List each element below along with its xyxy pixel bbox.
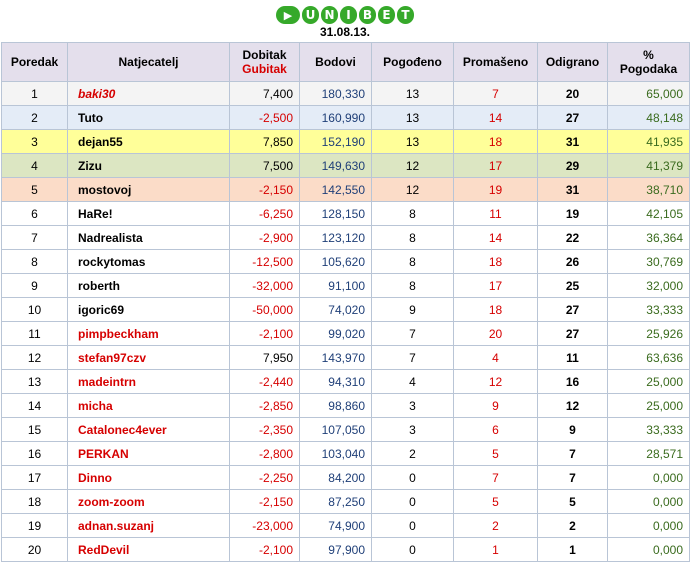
- cell-rank: 3: [2, 130, 68, 154]
- cell-contestant: mostovoj: [68, 178, 230, 202]
- cell-points: 74,900: [300, 514, 372, 538]
- cell-misses: 17: [454, 154, 538, 178]
- cell-contestant: Zizu: [68, 154, 230, 178]
- cell-profit: -23,000: [230, 514, 300, 538]
- cell-misses: 12: [454, 370, 538, 394]
- cell-rank: 16: [2, 442, 68, 466]
- cell-hit-percentage: 0,000: [608, 514, 690, 538]
- cell-rank: 9: [2, 274, 68, 298]
- col-header-profit-bottom: Gubitak: [242, 62, 287, 76]
- cell-hits: 7: [372, 346, 454, 370]
- cell-played: 31: [538, 178, 608, 202]
- cell-played: 25: [538, 274, 608, 298]
- cell-profit: -2,500: [230, 106, 300, 130]
- cell-played: 27: [538, 298, 608, 322]
- cell-hit-percentage: 25,000: [608, 394, 690, 418]
- cell-played: 2: [538, 514, 608, 538]
- cell-rank: 8: [2, 250, 68, 274]
- cell-points: 84,200: [300, 466, 372, 490]
- cell-misses: 2: [454, 514, 538, 538]
- cell-misses: 19: [454, 178, 538, 202]
- cell-misses: 11: [454, 202, 538, 226]
- cell-points: 99,020: [300, 322, 372, 346]
- cell-contestant: RedDevil: [68, 538, 230, 562]
- cell-points: 107,050: [300, 418, 372, 442]
- cell-profit: -2,150: [230, 490, 300, 514]
- cell-profit: -50,000: [230, 298, 300, 322]
- table-row: [2, 298, 690, 322]
- cell-misses: 4: [454, 346, 538, 370]
- table-row: [2, 442, 690, 466]
- cell-hits: 0: [372, 538, 454, 562]
- cell-hits: 7: [372, 322, 454, 346]
- cell-misses: 5: [454, 490, 538, 514]
- table-row: [2, 370, 690, 394]
- table-row: [2, 394, 690, 418]
- col-header-played: Odigrano: [538, 43, 608, 82]
- cell-hits: 12: [372, 178, 454, 202]
- cell-hit-percentage: 0,000: [608, 466, 690, 490]
- cell-misses: 18: [454, 130, 538, 154]
- cell-hits: 8: [372, 274, 454, 298]
- table-row: [2, 274, 690, 298]
- table-row: [2, 106, 690, 130]
- cell-misses: 7: [454, 82, 538, 106]
- table-row: [2, 346, 690, 370]
- cell-points: 97,900: [300, 538, 372, 562]
- cell-hit-percentage: 25,926: [608, 322, 690, 346]
- logo-letter: I: [340, 6, 357, 24]
- cell-points: 152,190: [300, 130, 372, 154]
- cell-hit-percentage: 65,000: [608, 82, 690, 106]
- cell-points: 74,020: [300, 298, 372, 322]
- cell-played: 7: [538, 442, 608, 466]
- cell-contestant: Nadrealista: [68, 226, 230, 250]
- cell-contestant: micha: [68, 394, 230, 418]
- cell-points: 143,970: [300, 346, 372, 370]
- cell-contestant: roberth: [68, 274, 230, 298]
- col-header-pct-bottom: Pogodaka: [619, 62, 678, 76]
- page-header: [0, 0, 690, 42]
- cell-contestant: PERKAN: [68, 442, 230, 466]
- cell-points: 180,330: [300, 82, 372, 106]
- col-header-pct-top: %: [643, 48, 654, 62]
- cell-contestant: pimpbeckham: [68, 322, 230, 346]
- cell-played: 27: [538, 322, 608, 346]
- cell-misses: 14: [454, 226, 538, 250]
- unibet-logo: [0, 5, 690, 25]
- cell-contestant: HaRe!: [68, 202, 230, 226]
- table-row: [2, 154, 690, 178]
- cell-played: 29: [538, 154, 608, 178]
- table-row: [2, 322, 690, 346]
- cell-profit: -2,250: [230, 466, 300, 490]
- table-row: [2, 226, 690, 250]
- cell-hit-percentage: 41,379: [608, 154, 690, 178]
- cell-profit: -2,900: [230, 226, 300, 250]
- col-header-hit: Pogođeno: [372, 43, 454, 82]
- cell-hit-percentage: 0,000: [608, 490, 690, 514]
- cell-misses: 9: [454, 394, 538, 418]
- cell-profit: -2,800: [230, 442, 300, 466]
- col-header-miss: Promašeno: [454, 43, 538, 82]
- cell-contestant: stefan97czv: [68, 346, 230, 370]
- cell-points: 123,120: [300, 226, 372, 250]
- cell-hit-percentage: 48,148: [608, 106, 690, 130]
- cell-hits: 13: [372, 82, 454, 106]
- col-header-pct: [608, 43, 690, 82]
- cell-misses: 1: [454, 538, 538, 562]
- cell-hits: 3: [372, 418, 454, 442]
- cell-misses: 18: [454, 298, 538, 322]
- cell-hit-percentage: 41,935: [608, 130, 690, 154]
- cell-rank: 10: [2, 298, 68, 322]
- cell-profit: -2,150: [230, 178, 300, 202]
- cell-played: 31: [538, 130, 608, 154]
- logo-letter: E: [378, 6, 395, 24]
- cell-contestant: zoom-zoom: [68, 490, 230, 514]
- cell-hit-percentage: 33,333: [608, 418, 690, 442]
- cell-played: 12: [538, 394, 608, 418]
- cell-hit-percentage: 32,000: [608, 274, 690, 298]
- cell-played: 20: [538, 82, 608, 106]
- cell-profit: -6,250: [230, 202, 300, 226]
- table-row: [2, 202, 690, 226]
- cell-profit: -12,500: [230, 250, 300, 274]
- cell-misses: 20: [454, 322, 538, 346]
- cell-misses: 18: [454, 250, 538, 274]
- cell-hit-percentage: 38,710: [608, 178, 690, 202]
- cell-points: 87,250: [300, 490, 372, 514]
- cell-rank: 5: [2, 178, 68, 202]
- col-header-profit-top: Dobitak: [242, 48, 287, 62]
- col-header-rank: Poredak: [2, 43, 68, 82]
- cell-profit: -2,850: [230, 394, 300, 418]
- cell-contestant: adnan.suzanj: [68, 514, 230, 538]
- cell-played: 5: [538, 490, 608, 514]
- cell-played: 7: [538, 466, 608, 490]
- cell-hit-percentage: 36,364: [608, 226, 690, 250]
- cell-points: 98,860: [300, 394, 372, 418]
- cell-rank: 14: [2, 394, 68, 418]
- table-row: [2, 538, 690, 562]
- cell-misses: 5: [454, 442, 538, 466]
- cell-rank: 7: [2, 226, 68, 250]
- cell-hit-percentage: 30,769: [608, 250, 690, 274]
- cell-contestant: Catalonec4ever: [68, 418, 230, 442]
- cell-hits: 0: [372, 514, 454, 538]
- cell-points: 149,630: [300, 154, 372, 178]
- cell-played: 26: [538, 250, 608, 274]
- cell-hits: 13: [372, 106, 454, 130]
- col-header-profit: [230, 43, 300, 82]
- cell-hits: 8: [372, 202, 454, 226]
- cell-contestant: dejan55: [68, 130, 230, 154]
- cell-misses: 6: [454, 418, 538, 442]
- cell-rank: 15: [2, 418, 68, 442]
- cell-played: 1: [538, 538, 608, 562]
- cell-profit: -2,100: [230, 538, 300, 562]
- cell-hit-percentage: 63,636: [608, 346, 690, 370]
- cell-played: 16: [538, 370, 608, 394]
- cell-rank: 6: [2, 202, 68, 226]
- cell-rank: 4: [2, 154, 68, 178]
- cell-played: 22: [538, 226, 608, 250]
- cell-contestant: madeintrn: [68, 370, 230, 394]
- cell-played: 11: [538, 346, 608, 370]
- logo-letter: N: [321, 6, 338, 24]
- cell-rank: 1: [2, 82, 68, 106]
- cell-contestant: igoric69: [68, 298, 230, 322]
- cell-hits: 0: [372, 466, 454, 490]
- logo-letter: U: [302, 6, 319, 24]
- table-row: [2, 514, 690, 538]
- logo-letter: B: [359, 6, 376, 24]
- col-header-points: Bodovi: [300, 43, 372, 82]
- cell-profit: -32,000: [230, 274, 300, 298]
- cell-profit: -2,100: [230, 322, 300, 346]
- cell-profit: 7,400: [230, 82, 300, 106]
- cell-rank: 2: [2, 106, 68, 130]
- table-row: [2, 250, 690, 274]
- cell-profit: 7,500: [230, 154, 300, 178]
- cell-hit-percentage: 33,333: [608, 298, 690, 322]
- table-body: [2, 82, 690, 562]
- cell-hit-percentage: 42,105: [608, 202, 690, 226]
- cell-hits: 8: [372, 226, 454, 250]
- cell-hit-percentage: 28,571: [608, 442, 690, 466]
- table-row: [2, 418, 690, 442]
- cell-hits: 9: [372, 298, 454, 322]
- cell-contestant: Dinno: [68, 466, 230, 490]
- table-row: [2, 490, 690, 514]
- cell-profit: -2,440: [230, 370, 300, 394]
- cell-hits: 4: [372, 370, 454, 394]
- standings-table: [1, 42, 690, 562]
- table-row: [2, 178, 690, 202]
- cell-points: 105,620: [300, 250, 372, 274]
- cell-rank: 17: [2, 466, 68, 490]
- cell-profit: -2,350: [230, 418, 300, 442]
- cell-hits: 13: [372, 130, 454, 154]
- cell-points: 91,100: [300, 274, 372, 298]
- cell-hits: 2: [372, 442, 454, 466]
- cell-rank: 13: [2, 370, 68, 394]
- cell-misses: 14: [454, 106, 538, 130]
- cell-points: 94,310: [300, 370, 372, 394]
- cell-played: 27: [538, 106, 608, 130]
- cell-profit: 7,850: [230, 130, 300, 154]
- play-arrow-icon: ▶: [276, 6, 300, 24]
- cell-contestant: rockytomas: [68, 250, 230, 274]
- cell-hit-percentage: 0,000: [608, 538, 690, 562]
- cell-rank: 18: [2, 490, 68, 514]
- cell-points: 103,040: [300, 442, 372, 466]
- table-row: [2, 130, 690, 154]
- cell-hit-percentage: 25,000: [608, 370, 690, 394]
- table-header-row: [2, 43, 690, 82]
- cell-contestant: baki30: [68, 82, 230, 106]
- cell-played: 19: [538, 202, 608, 226]
- cell-profit: 7,950: [230, 346, 300, 370]
- cell-hits: 0: [372, 490, 454, 514]
- cell-hits: 12: [372, 154, 454, 178]
- cell-points: 160,990: [300, 106, 372, 130]
- cell-contestant: Tuto: [68, 106, 230, 130]
- cell-points: 142,550: [300, 178, 372, 202]
- cell-misses: 17: [454, 274, 538, 298]
- cell-rank: 12: [2, 346, 68, 370]
- cell-points: 128,150: [300, 202, 372, 226]
- table-row: [2, 466, 690, 490]
- cell-misses: 7: [454, 466, 538, 490]
- cell-hits: 3: [372, 394, 454, 418]
- cell-rank: 11: [2, 322, 68, 346]
- cell-hits: 8: [372, 250, 454, 274]
- table-row: [2, 82, 690, 106]
- standings-date: 31.08.13.: [319, 25, 371, 39]
- cell-played: 9: [538, 418, 608, 442]
- cell-rank: 20: [2, 538, 68, 562]
- logo-letter: T: [397, 6, 414, 24]
- cell-rank: 19: [2, 514, 68, 538]
- col-header-name: Natjecatelj: [68, 43, 230, 82]
